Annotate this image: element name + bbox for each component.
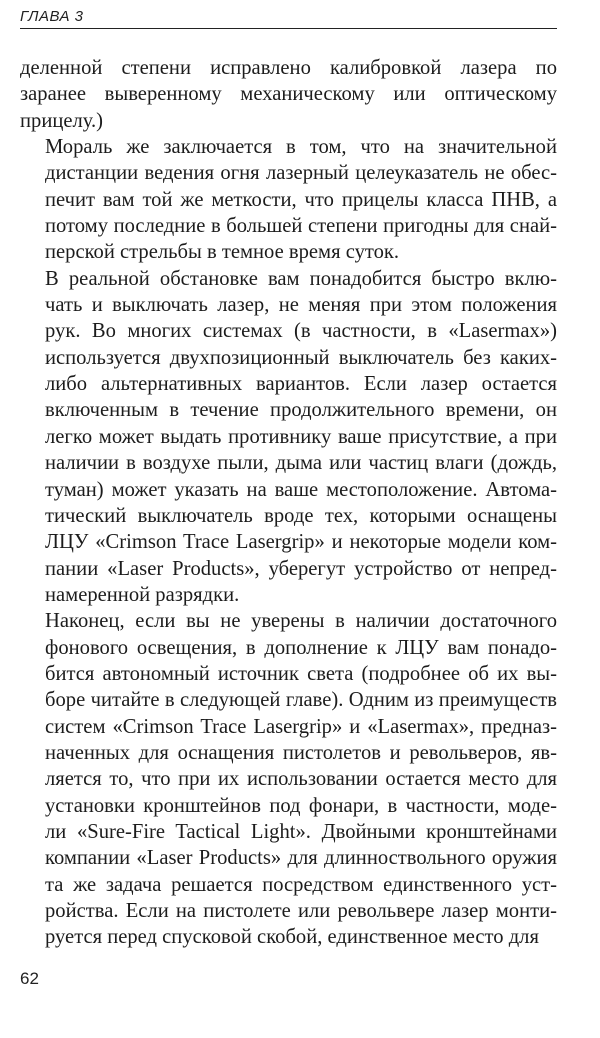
text-line: Наконец, если вы не уверены в наличии достаточного xyxy=(45,610,557,633)
text-line: компании «Laser Products» для длинноствольного оружия xyxy=(45,847,557,870)
text-line: дистанции ведения огня лазерный целеуказатель не обес- xyxy=(45,162,557,185)
text-line: заранее выверенному механическому или оптическому xyxy=(20,83,557,106)
body-text xyxy=(20,55,557,951)
text-line: деленной степени исправлено калибровкой лазера по xyxy=(20,57,557,79)
text-line: пании «Laser Products», уберегут устройство от непред- xyxy=(45,557,557,580)
text-line: Мораль же заключается в том, что на значительной xyxy=(45,136,557,159)
chapter-title: ГЛАВА 3 xyxy=(20,8,84,25)
text-line: та же задача решается посредством единственного уст- xyxy=(45,873,557,896)
paragraph xyxy=(20,608,557,950)
paragraph xyxy=(20,55,557,134)
text-line: чать и выключать лазер, не меняя при этом положения xyxy=(45,294,557,317)
text-line: наченных для оснащения пистолетов и револьверов, яв- xyxy=(45,741,557,764)
text-line: потому последние в большей степени пригодны для снай- xyxy=(45,215,557,238)
text-line: ли «Sure-Fire Tactical Light». Двойными кронштейнами xyxy=(45,820,557,843)
text-line: фонового освещения, в дополнение к ЛЦУ вам понадо- xyxy=(45,636,557,659)
paragraph xyxy=(20,134,557,266)
text-line: руется перед спусковой скобой, единственное место для xyxy=(45,926,539,949)
text-line: печит вам той же меткости, что прицелы класса ПНВ, а xyxy=(45,188,557,211)
text-line: тический выключатель вроде тех, которыми оснащены xyxy=(45,504,557,527)
text-line: бится автономный источник света (подробнее об их вы- xyxy=(45,662,557,685)
text-line: установки кронштейнов под фонари, в частности, моде- xyxy=(45,794,557,817)
text-line: ляется то, что при их использовании остается место для xyxy=(45,768,557,791)
text-line: систем «Crimson Trace Lasergrip» и «Lasermax», предназ- xyxy=(45,715,557,738)
text-line: туман) может указать на ваше местоположение. Автома- xyxy=(45,478,557,501)
text-line: либо альтернативных вариантов. Если лазер остается xyxy=(45,373,557,396)
page-number: 62 xyxy=(20,969,39,988)
text-line: прицелу.) xyxy=(20,109,104,132)
text-line: ЛЦУ «Crimson Trace Lasergrip» и некоторые модели ком- xyxy=(45,531,557,554)
text-line: включенным в течение продолжительного времени, он xyxy=(45,399,557,422)
text-line: рук. Во многих системах (в частности, в «Lasermax») xyxy=(45,320,557,343)
text-line: ройства. Если на пистолете или револьвере лазер монти- xyxy=(45,900,557,922)
text-line: боре читайте в следующей главе). Одним из преимуществ xyxy=(45,689,557,712)
running-head xyxy=(20,6,557,29)
text-line: используется двухпозиционный выключатель без каких- xyxy=(45,346,557,369)
text-line: наличии в воздухе пыли, дыма или частиц влаги (дождь, xyxy=(45,452,557,475)
text-line: В реальной обстановке вам понадобится быстро вклю- xyxy=(45,267,557,290)
text-line: перской стрельбы в темное время суток. xyxy=(45,241,400,264)
text-line: легко может выдать противнику ваше присутствие, а при xyxy=(45,425,557,448)
paragraph xyxy=(20,266,557,608)
text-line: намеренной разрядки. xyxy=(45,583,240,606)
